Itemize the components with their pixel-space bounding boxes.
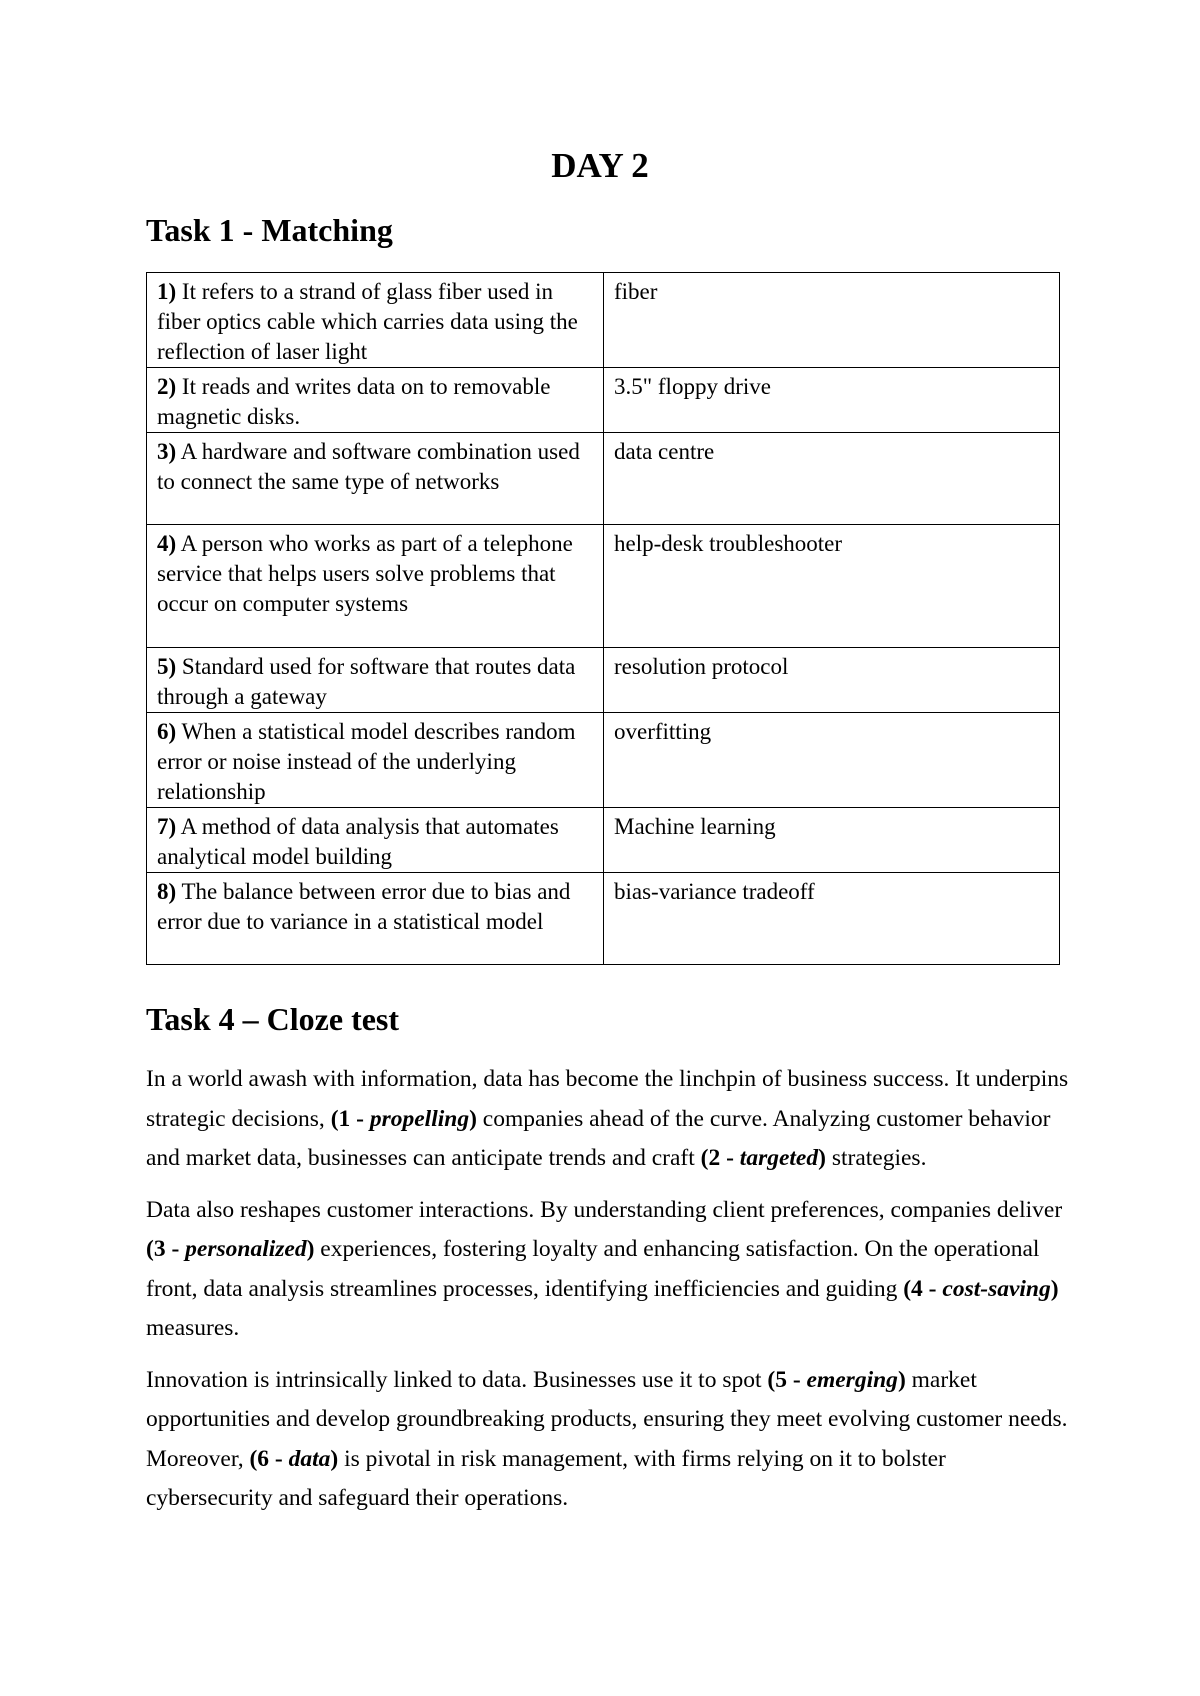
gap-close: ) [897,1366,906,1393]
gap-number: (5 - [767,1366,807,1393]
gap-number: (2 - [700,1145,740,1171]
gap-6 [249,1446,338,1472]
definition-text: A hardware and software combination used to connect the same type of networks [157,439,580,494]
table-row [147,273,1060,368]
term-cell: resolution protocol [604,648,1060,713]
cloze-paragraph [146,1191,1076,1349]
definition-text: A method of data analysis that automates analytical model building [157,814,559,869]
definition-cell [147,273,604,368]
gap-answer: personalized [185,1236,307,1262]
definition-cell [147,368,604,433]
table-row [147,873,1060,965]
text-run: strategies. [825,1145,927,1171]
table-row [147,713,1060,808]
text-run: companies ahead of the curve. Analyzing customer behavior and market data, businesses can anticipate trends and craft [146,1105,1051,1171]
item-number: 1) [157,279,177,304]
table-row [147,433,1060,525]
definition-text: When a statistical model describes random error or noise instead of the underlying relationship [157,719,576,804]
term-cell: 3.5" floppy drive [604,368,1060,433]
gap-2 [701,1145,826,1171]
definition-text: It reads and writes data on to removable magnetic disks. [157,374,551,429]
term-cell: bias-variance tradeoff [604,873,1060,965]
text-run: experiences, fostering loyalty and enhancing satisfaction. On the operational front, data analysis streamlines processes, identifying inefficiencies and guiding [146,1236,1040,1302]
definition-text: It refers to a strand of glass fiber used in fiber optics cable which carries data using the reflection of laser light [157,279,578,364]
item-number: 7) [157,814,177,839]
task1-heading: Task 1 - Matching [146,212,393,248]
gap-answer: cost-saving [942,1275,1051,1302]
term-cell: fiber [604,273,1060,368]
gap-number: (1 - [330,1105,370,1132]
cloze-paragraph [146,1361,1076,1519]
term-cell: data centre [604,433,1060,525]
cloze-paragraph [146,1060,1076,1179]
text-run: In a world awash with information, data has become the linchpin of business success. It underpins strategic decisions, [146,1066,1069,1132]
gap-close: ) [818,1145,826,1171]
definition-cell [147,808,604,873]
table-row [147,368,1060,433]
task4-heading: Task 4 – Cloze test [146,1001,400,1037]
definition-cell [147,713,604,808]
gap-5 [767,1367,905,1393]
definition-text: Standard used for software that routes data through a gateway [157,654,576,709]
gap-3 [146,1236,314,1262]
table-row [147,808,1060,873]
definition-cell [147,648,604,713]
text-run: Innovation is intrinsically linked to data. Businesses use it to spot [146,1366,768,1393]
term-cell: overfitting [604,713,1060,808]
item-number: 2) [157,374,177,399]
item-number: 3) [157,439,177,464]
definition-cell [147,525,604,648]
gap-close: ) [306,1236,315,1262]
term-cell: Machine learning [604,808,1060,873]
definition-text: A person who works as part of a telephone service that helps users solve problems that occur on computer systems [157,531,573,616]
definition-cell [147,433,604,525]
item-number: 8) [157,879,177,904]
gap-1 [331,1106,477,1132]
gap-answer: targeted [739,1145,819,1171]
gap-close: ) [469,1105,477,1132]
matching-table [146,272,1060,965]
item-number: 4) [157,531,177,556]
gap-number: (4 - [903,1275,943,1302]
text-run: Data also reshapes customer interactions. By understanding client preferences, companies deliver [146,1196,1063,1223]
item-number: 5) [157,654,177,679]
gap-answer: propelling [369,1105,470,1132]
gap-number: (6 - [249,1445,289,1472]
table-row [147,648,1060,713]
definition-cell [147,873,604,965]
text-run: market opportunities and develop groundbreaking products, ensuring they meet evolving customer needs. Moreover, [146,1366,1068,1472]
cloze-text [146,1060,1076,1531]
gap-close: ) [1050,1275,1059,1302]
definition-text: The balance between error due to bias and error due to variance in a statistical model [157,879,571,934]
text-run: is pivotal in risk management, with firms relying on it to bolster cybersecurity and safeguard their operations. [146,1445,946,1511]
page-title: DAY 2 [551,146,649,185]
text-run: measures. [146,1315,240,1341]
gap-number: (3 - [146,1236,186,1262]
table-row [147,525,1060,648]
item-number: 6) [157,719,177,744]
gap-answer: data [288,1445,331,1472]
term-cell: help-desk troubleshooter [604,525,1060,648]
gap-answer: emerging [806,1366,898,1393]
gap-close: ) [330,1445,339,1472]
gap-4 [903,1276,1058,1302]
